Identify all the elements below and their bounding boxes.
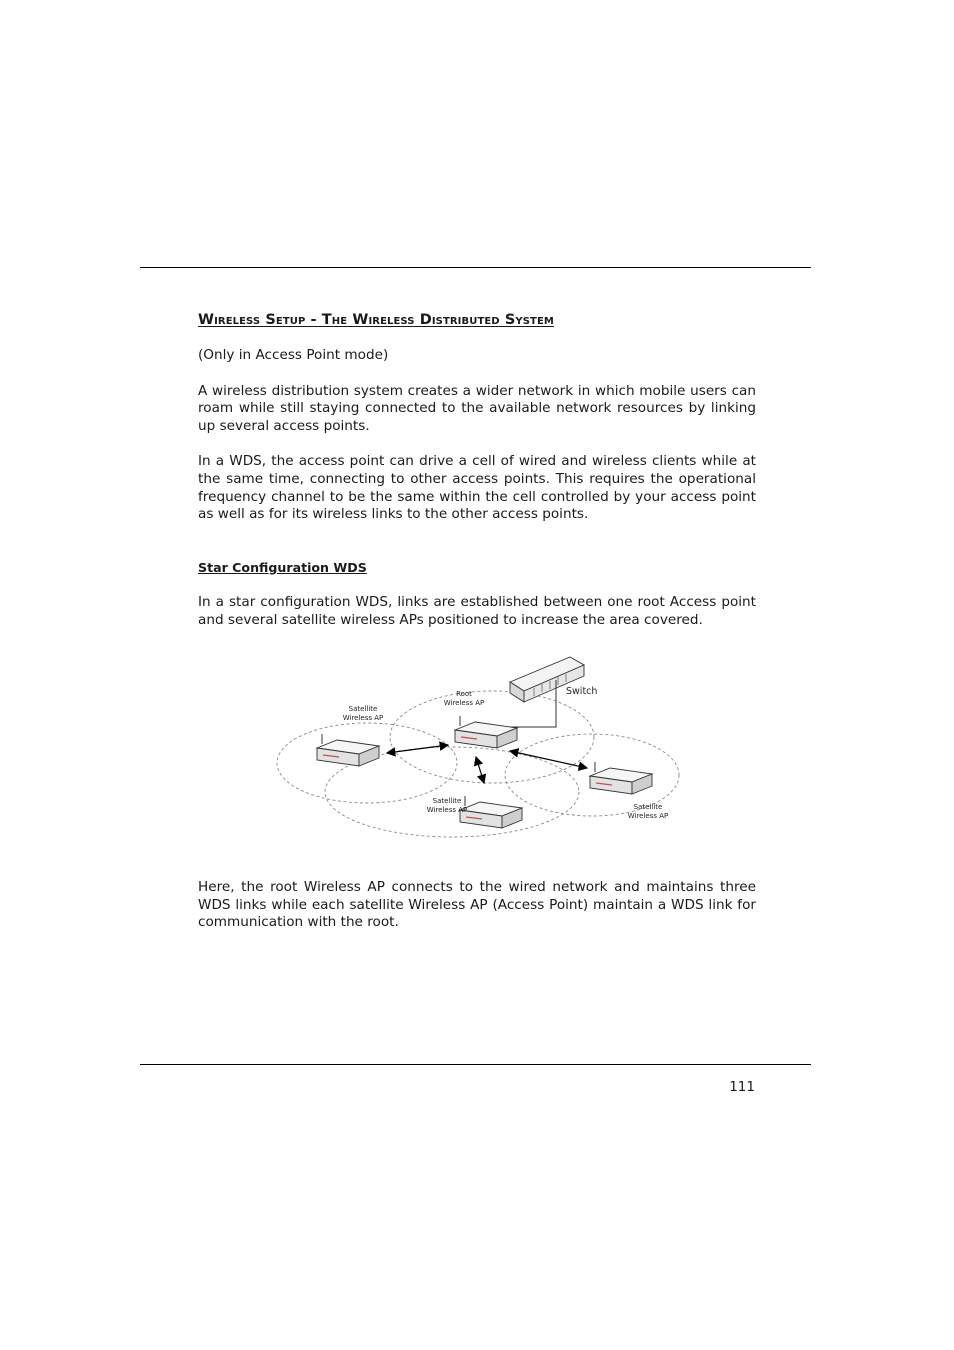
footer-rule — [140, 1064, 811, 1065]
ap-root — [455, 716, 517, 748]
link-root-right — [510, 751, 587, 768]
header-rule — [140, 267, 811, 268]
satellite-left-label-line2: Wireless AP — [342, 714, 384, 722]
root-label-line2: Wireless AP — [443, 699, 485, 707]
page-number: 111 — [729, 1079, 755, 1095]
ap-satellite-left — [317, 734, 379, 766]
ap-satellite-bottom — [460, 796, 522, 828]
closing-content — [198, 879, 756, 932]
paragraph-wds-intro: A wireless distribution system creates a wider network in which mobile users can roam while still staying connected to the available network resources by linking up several access points. — [198, 382, 756, 434]
section-title: Wireless Setup - The Wireless Distributed System — [198, 312, 554, 328]
satellite-left-label-line1: Satellite — [348, 705, 378, 713]
paragraph-star-closing: Here, the root Wireless AP connects to the wired network and maintains three WDS links while each satellite Wireless AP (Access Point) maintain a WDS link for communication with the root. — [198, 879, 756, 931]
link-root-left — [387, 745, 448, 753]
satellite-right-label-line2: Wireless AP — [627, 812, 669, 820]
satellite-right-label-line1: Satellite — [633, 803, 663, 811]
satellite-bottom-label-line1: Satellite — [432, 797, 462, 805]
star-wds-diagram — [270, 650, 690, 845]
satellite-bottom-label-line2: Wireless AP — [426, 806, 468, 814]
paragraph-star-intro: In a star configuration WDS, links are established between one root Access point and several satellite wireless APs positioned to increase the area covered. — [198, 594, 756, 628]
subsection-title: Star Configuration WDS — [198, 559, 367, 575]
paragraph-wds-cell: In a WDS, the access point can drive a cell of wired and wireless clients while at the same time, connecting to other access points. This requires the operational frequency channel to be the same within the cell controlled by your access point as well as for its wireless links to the other access points. — [198, 453, 756, 523]
link-root-bottom — [476, 757, 484, 783]
root-label-line1: Root — [456, 690, 472, 698]
ap-satellite-right — [590, 762, 652, 794]
page-content — [198, 312, 756, 630]
diagram-svg — [270, 650, 690, 845]
mode-note: (Only in Access Point mode) — [198, 347, 389, 363]
switch-label: Switch — [566, 686, 598, 697]
